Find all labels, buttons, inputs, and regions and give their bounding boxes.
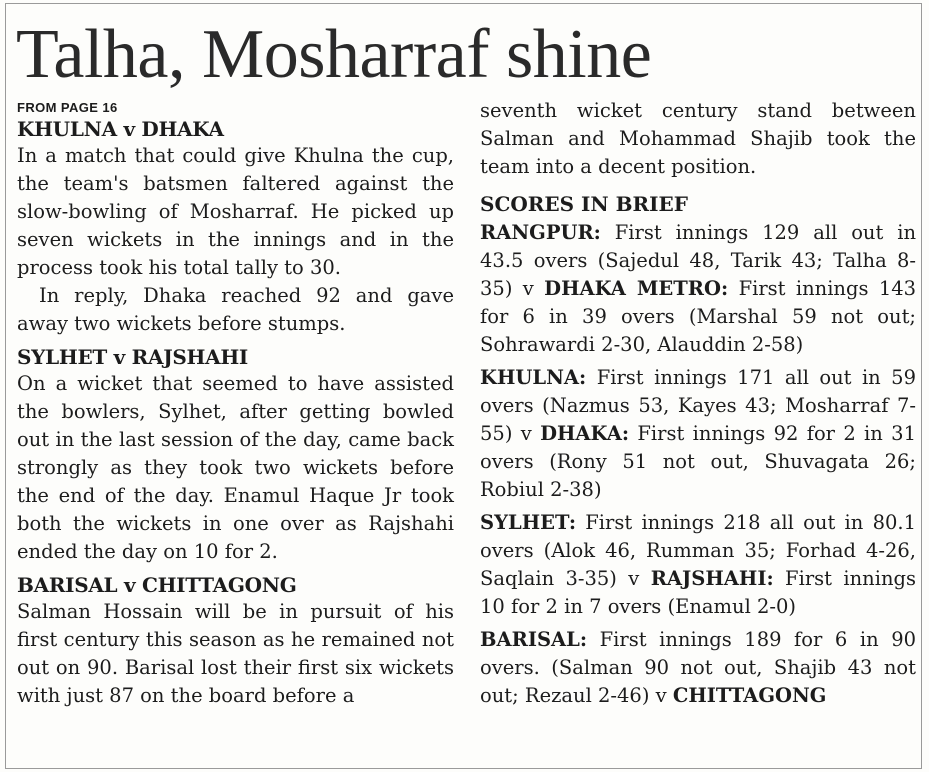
team-name: RANGPUR: <box>480 221 601 244</box>
score-entry <box>480 509 916 621</box>
paragraph: In reply, Dhaka reached 92 and gave away two wickets before stumps. <box>17 284 454 335</box>
paragraph: In a match that could give Khulna the cup, the team's batsmen faltered against the slow-bowling of Mosharraf. He picked up seven wickets in the innings and in the process took his total tally to 30. <box>17 144 454 279</box>
section-heading-barisal-chittagong: BARISAL v CHITTAGONG <box>17 573 297 597</box>
team-name: DHAKA: <box>540 422 630 445</box>
section-heading-khulna-dhaka: KHULNA v DHAKA <box>17 117 224 141</box>
score-text: First innings 171 all out in 59 overs (Nazmus 53, Kayes 43; Mosharraf 7-55) v <box>480 366 916 445</box>
score-text: First innings 129 all out in 43.5 overs (Sajedul 48, Tarik 43; Talha 8-35) v <box>480 221 917 300</box>
right-column <box>480 97 916 715</box>
score-text: First innings 143 for 6 in 39 overs (Marshal 59 not out; Sohrawardi 2-30, Alauddin 2-58) <box>480 277 917 356</box>
paragraph-continuation: seventh wicket century stand between Salman and Mohammad Shajib took the team into a decent position. <box>480 99 916 178</box>
score-entry <box>480 364 916 504</box>
score-entry <box>480 219 916 359</box>
team-name: RAJSHAHI: <box>650 567 774 590</box>
team-name: BARISAL: <box>480 628 588 651</box>
section-heading-sylhet-rajshahi: SYLHET v RAJSHAHI <box>17 345 248 369</box>
score-text: First innings 10 for 2 in 7 overs (Enamul 2-0) <box>480 567 916 618</box>
scores-heading: SCORES IN BRIEF <box>480 192 688 216</box>
team-name: DHAKA METRO: <box>544 277 729 300</box>
score-entry <box>480 626 916 710</box>
paragraph-continued: Salman Hossain will be in pursuit of his first century this season as he remained not out on 90. Barisal lost their first six wickets with just 87 on the board before a <box>17 600 454 707</box>
score-text: First innings 92 for 2 in 31 overs (Rony 51 not out, Shuvagata 26; Robiul 2-38) <box>480 422 916 501</box>
left-column <box>17 100 454 710</box>
team-name: SYLHET: <box>480 511 577 534</box>
headline: Talha, Mosharraf shine <box>16 16 652 93</box>
team-name: KHULNA: <box>480 366 587 389</box>
team-name: CHITTAGONG <box>672 684 827 707</box>
score-text: First innings 218 all out in 80.1 overs (Alok 46, Rumman 35; Forhad 4-26, Saqlain 3-35) v <box>480 511 916 590</box>
bottom-rule <box>5 768 922 769</box>
score-text: First innings 189 for 6 in 90 overs. (Salman 90 not out, Shajib 43 not out; Rezaul 2-46) v <box>480 628 917 707</box>
kicker: FROM PAGE 16 <box>17 100 118 115</box>
paragraph: On a wicket that seemed to have assisted the bowlers, Sylhet, after getting bowled out in the last session of the day, came back strongly as they took two wickets before the end of the day. Enamul Haque Jr took both the wickets in one over as Rajshahi ended the day on 10 for 2. <box>17 372 454 563</box>
